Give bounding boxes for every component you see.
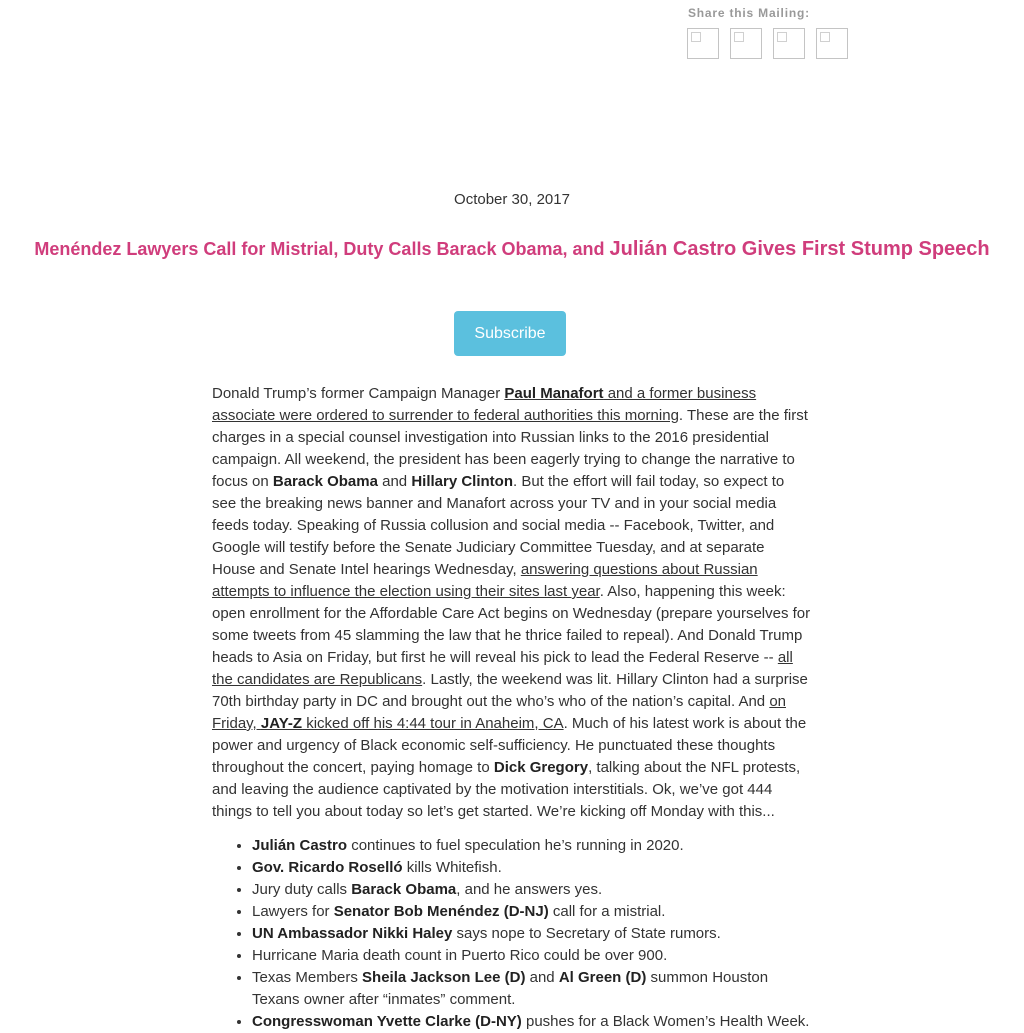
share-label: Share this Mailing:	[688, 6, 810, 20]
headline-bullets	[212, 835, 812, 1033]
intro-text: . Much of his latest work is about the power and urgency of Black economic self-sufficiency. He punctuated these thoughts throughout the concert, paying homage to	[212, 715, 807, 776]
item-text: Jury duty calls	[252, 881, 352, 898]
list-item	[252, 1011, 812, 1033]
item-text: Lawyers for	[252, 903, 334, 920]
list-item	[252, 879, 812, 901]
intro-text: , talking about the NFL protests, and leaving the audience captivated by the motivation interstitials. Ok, we’ve got 444 things to tell you about today so let’s get started. We’re kicking off Monday with this...	[212, 759, 801, 820]
share-section	[687, 6, 848, 59]
item-text: continues to fuel speculation he’s running in 2020.	[347, 837, 684, 854]
item-text: summon Houston Texans owner after “inmates” comment.	[252, 969, 769, 1008]
facebook-icon[interactable]	[687, 28, 719, 59]
link-bold-text: JAY-Z	[260, 715, 303, 732]
article-body	[212, 383, 812, 1033]
share-icons	[687, 28, 848, 59]
bold-name: Senator Bob Menéndez (D-NJ)	[333, 903, 549, 920]
item-text: Hurricane Maria death count in Puerto Rico could be over 900.	[252, 947, 668, 964]
list-item	[252, 835, 812, 857]
link-text: on Friday,	[212, 693, 786, 732]
link-text: kicked off his 4:44 tour in Anaheim, CA	[302, 715, 564, 732]
bold-name: Julián Castro	[252, 837, 348, 854]
list-item	[252, 945, 812, 967]
headline	[0, 238, 1024, 261]
link-bold-text: Paul Manafort	[504, 385, 604, 402]
newsletter-date: October 30, 2017	[454, 191, 570, 208]
intro-text: . Also, happening this week: open enrollment for the Affordable Care Act begins on Wednesday (prepare yourselves for some tweets from 45 slamming the law that he thrice failed to repeal). And Donald Trump heads to Asia on Friday, but first he will reveal his pick to lead the Federal Reserve --	[212, 583, 811, 666]
twitter-icon[interactable]	[730, 28, 762, 59]
headline-part2: Julián Castro Gives First Stump Speech	[609, 238, 990, 260]
item-text: kills Whitefish.	[402, 859, 502, 876]
bold-name: UN Ambassador Nikki Haley	[252, 925, 453, 942]
item-text: Texas Members	[252, 969, 363, 986]
candidates-link[interactable]: all the candidates are Republicans	[212, 649, 793, 688]
item-text: , and he answers yes.	[456, 881, 603, 898]
broken-image-icon	[734, 32, 744, 42]
email-icon[interactable]	[816, 28, 848, 59]
item-text: and	[525, 969, 559, 986]
intro-text: . But the effort will fail today, so expect to see the breaking news banner and Manafort across your TV and in your social media feeds today. Speaking of Russia collusion and social media -- Facebook, Twitter, and Google will testify before the Senate Judiciary Committee Tuesday, and at separate House and Senate Intel hearings Wednesday,	[212, 473, 785, 578]
list-item	[252, 857, 812, 879]
bold-name: Al Green (D)	[558, 969, 647, 986]
item-text: says nope to Secretary of State rumors.	[452, 925, 721, 942]
link-text: and a former business associate were ordered to surrender to federal authorities this morning	[212, 385, 757, 424]
broken-image-icon	[820, 32, 830, 42]
list-item	[252, 901, 812, 923]
broken-image-icon	[691, 32, 701, 42]
intro-text: and	[377, 473, 412, 490]
bold-name: Dick Gregory	[493, 759, 589, 776]
item-text: call for a mistrial.	[548, 903, 666, 920]
bold-name: Congresswoman Yvette Clarke (D-NY)	[252, 1013, 522, 1030]
intro-text: . These are the first charges in a special counsel investigation into Russian links to the 2016 presidential campaign. All weekend, the president has been eagerly trying to change the narrative to focus on	[212, 407, 808, 490]
list-item	[252, 923, 812, 945]
intro-paragraph	[212, 383, 812, 823]
headline-part1: Menéndez Lawyers Call for Mistrial, Duty Calls Barack Obama, and	[34, 239, 610, 259]
bold-name: Barack Obama	[272, 473, 378, 490]
bold-name: Gov. Ricardo Roselló	[252, 859, 403, 876]
list-item	[252, 967, 812, 1011]
item-text: pushes for a Black Women’s Health Week.	[521, 1013, 810, 1030]
intro-text: . Lastly, the weekend was lit. Hillary Clinton had a surprise 70th birthday party in DC and brought out the who’s who of the nation’s capital. And	[212, 671, 808, 710]
bold-name: Sheila Jackson Lee (D)	[362, 969, 526, 986]
broken-image-icon	[777, 32, 787, 42]
subscribe-button[interactable]: Subscribe	[454, 311, 566, 356]
russia-link[interactable]: answering questions about Russian attempts to influence the election using their sites last year	[212, 561, 758, 600]
intro-text: Donald Trump’s former Campaign Manager	[212, 385, 505, 402]
linkedin-icon[interactable]	[773, 28, 805, 59]
bold-name: Barack Obama	[351, 881, 457, 898]
bold-name: Hillary Clinton	[411, 473, 513, 490]
